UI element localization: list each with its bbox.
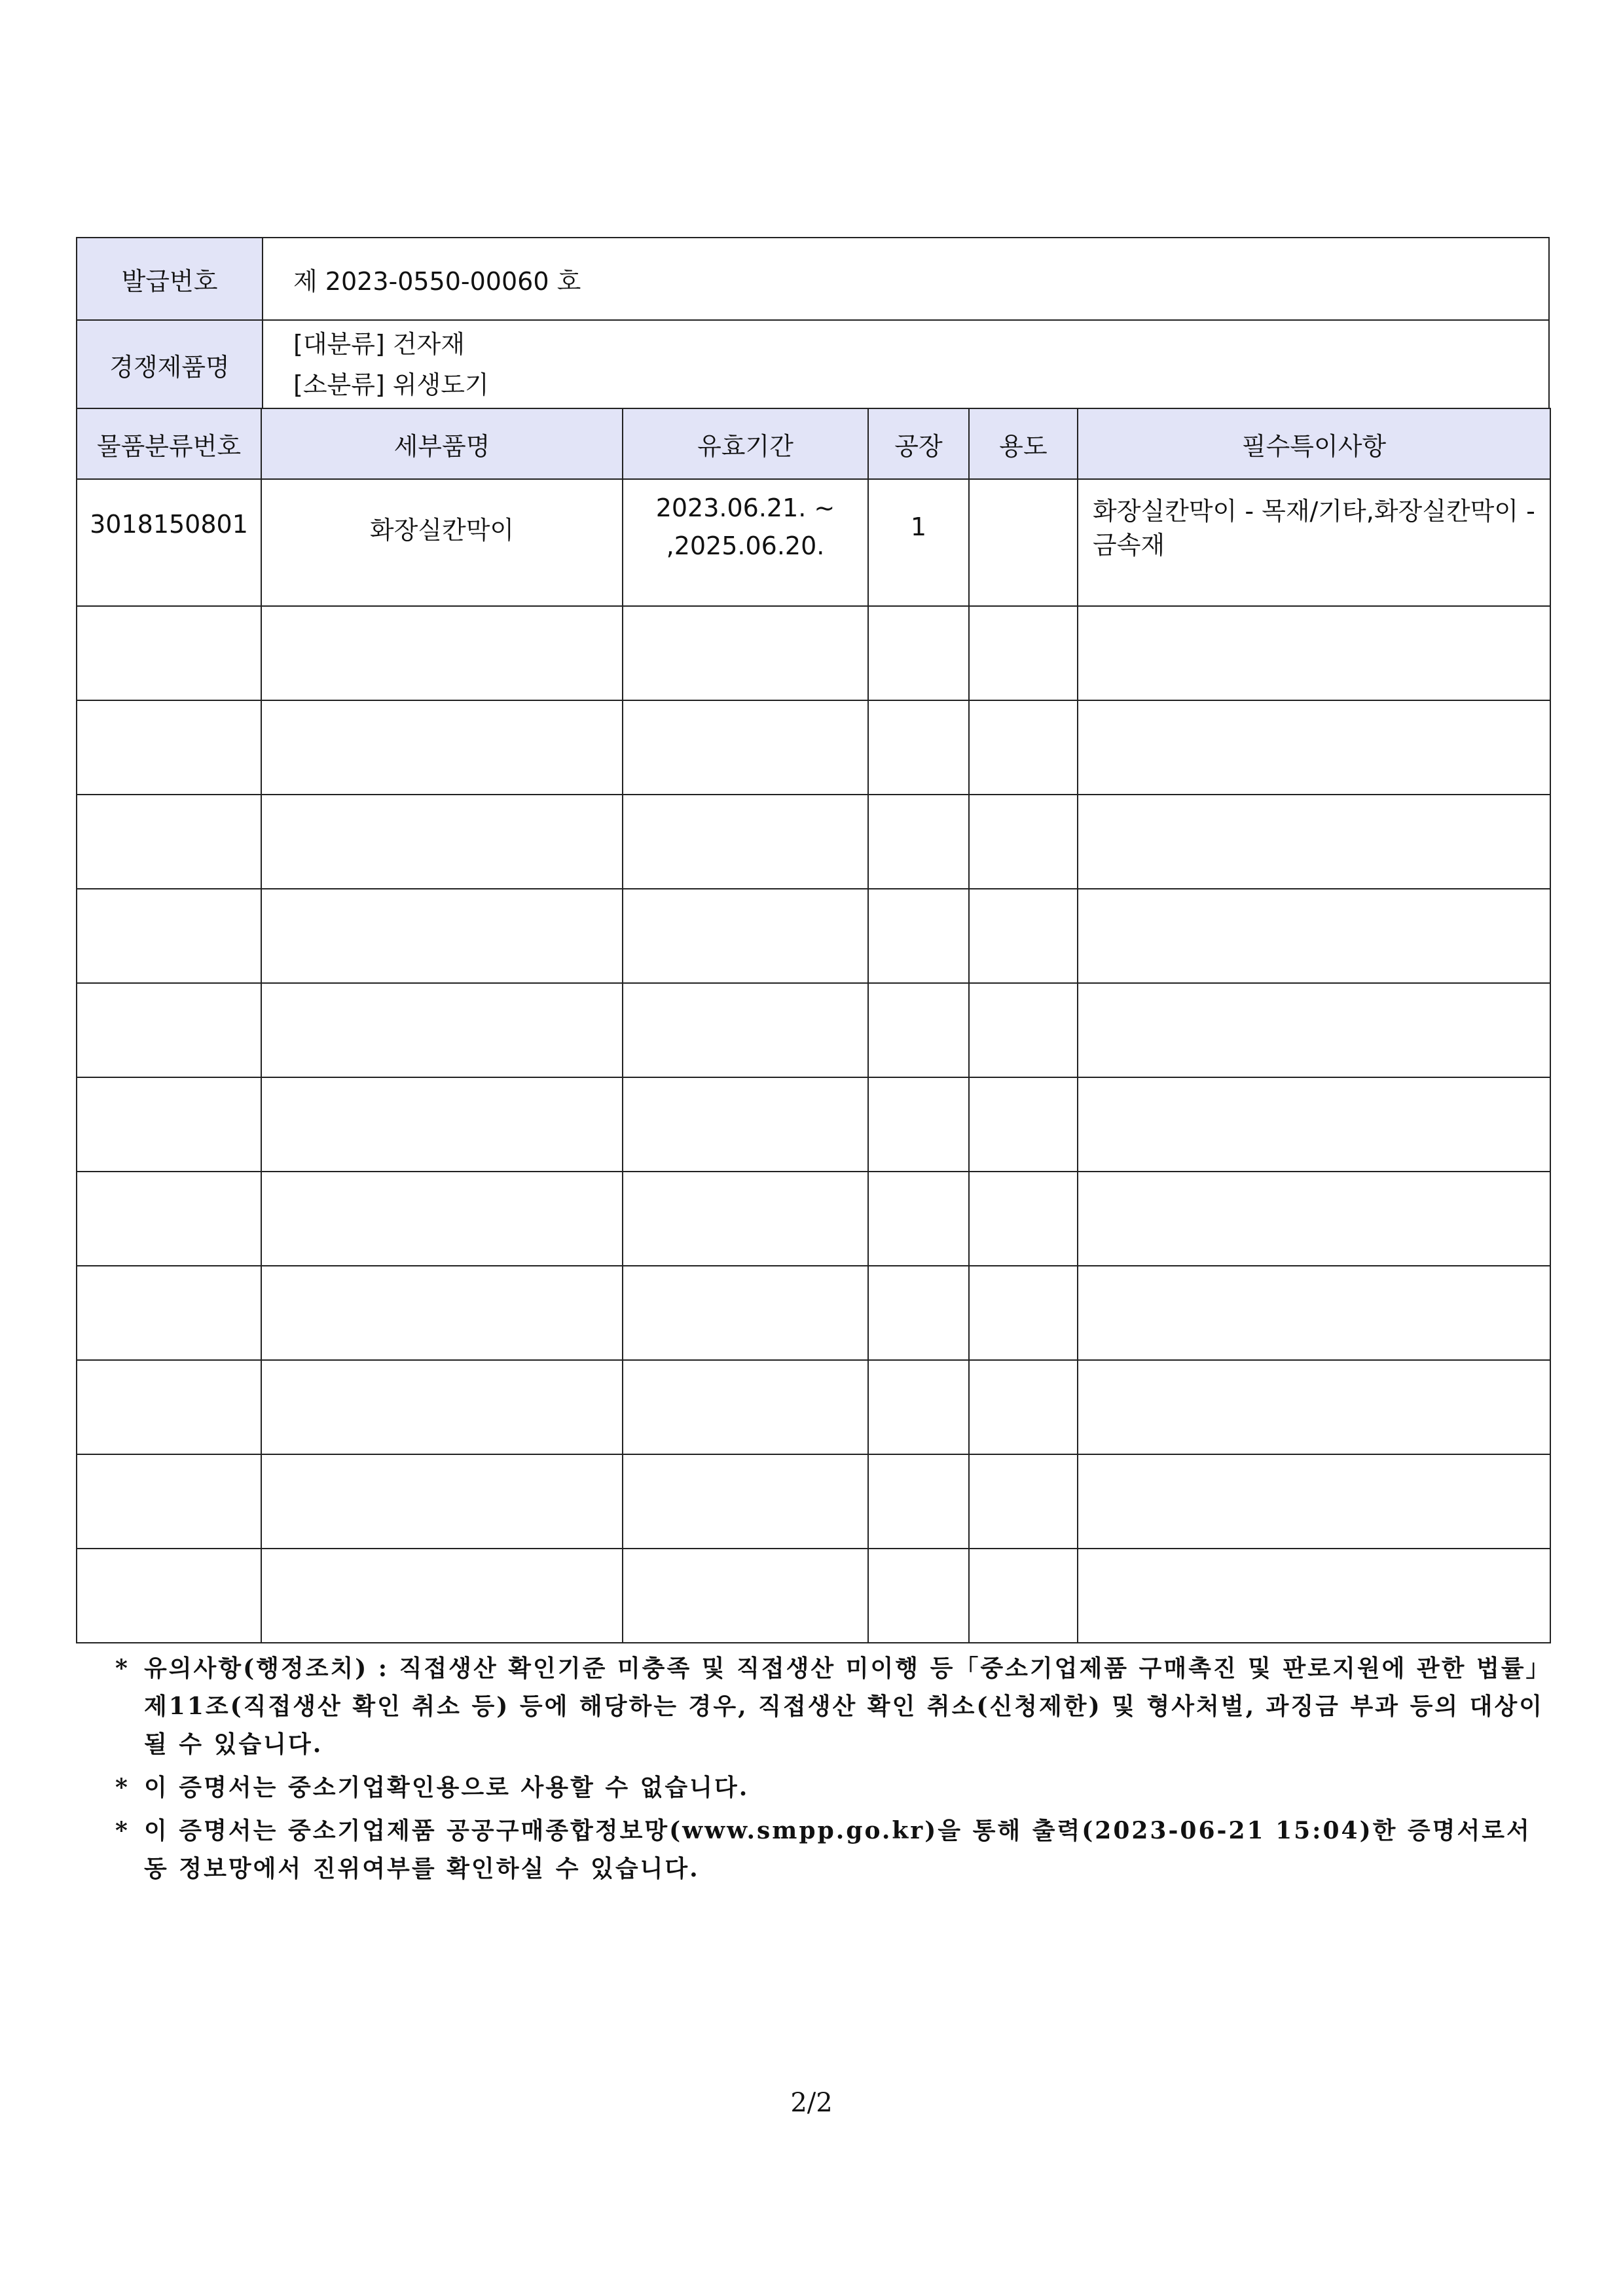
item-special-note: 화장실칸막이 - 목재/기타,화장실칸막이 - 금속재 [1078, 479, 1550, 606]
notice-mark: * [115, 1655, 130, 1682]
page-number: 2/2 [790, 2088, 833, 2118]
item-code [77, 606, 261, 700]
item-special-note [1078, 1549, 1550, 1643]
table-row [77, 1077, 1550, 1172]
item-period [623, 606, 868, 700]
issue-number-value: 제 2023-0550-00060 호 [263, 238, 1549, 320]
items-table [76, 408, 1551, 1643]
item-factory: 1 [868, 479, 969, 606]
item-special-note [1078, 1360, 1550, 1454]
notice-text: 이 증명서는 중소기업제품 공공구매종합정보망(www.smpp.go.kr)을 통해 출력(2023-06-21 15:04)한 증명서로서 동 정보망에서 진위여부를 확인하실 수 있습니다. [144, 1817, 1531, 1882]
item-code [77, 889, 261, 983]
item-special-note [1078, 606, 1550, 700]
item-period [623, 889, 868, 983]
item-period-start: 2023.06.21. ~ [655, 493, 835, 522]
item-name [261, 1266, 623, 1360]
item-name [261, 606, 623, 700]
item-usage [969, 983, 1078, 1077]
issue-info-table [76, 237, 1550, 410]
item-code [77, 1077, 261, 1172]
header-factory: 공장 [868, 408, 969, 479]
table-row [77, 889, 1550, 983]
item-name [261, 1172, 623, 1266]
item-code [77, 983, 261, 1077]
item-name [261, 1549, 623, 1643]
header-validity-period: 유효기간 [623, 408, 868, 479]
item-factory [868, 700, 969, 795]
item-period [623, 1077, 868, 1172]
item-factory [868, 606, 969, 700]
item-code: 3018150801 [77, 479, 261, 606]
notice-text: 이 증명서는 중소기업확인용으로 사용할 수 없습니다. [144, 1774, 750, 1801]
item-usage [969, 1077, 1078, 1172]
item-usage [969, 1549, 1078, 1643]
item-code [77, 1549, 261, 1643]
item-special-note [1078, 700, 1550, 795]
item-period [623, 795, 868, 889]
product-category-cell [263, 320, 1549, 409]
item-name [261, 1077, 623, 1172]
item-special-note [1078, 983, 1550, 1077]
item-code [77, 795, 261, 889]
item-name: 화장실칸막이 [261, 479, 623, 606]
table-row [77, 1454, 1550, 1549]
item-code [77, 1454, 261, 1549]
item-code [77, 700, 261, 795]
header-detail-name: 세부품명 [261, 408, 623, 479]
notice-mark: * [115, 1817, 130, 1844]
item-factory [868, 1172, 969, 1266]
table-row [77, 1172, 1550, 1266]
table-row [77, 1549, 1550, 1643]
item-name [261, 1454, 623, 1549]
category-major: [대분류] 건자재 [293, 330, 465, 359]
item-factory [868, 1266, 969, 1360]
header-usage: 용도 [969, 408, 1078, 479]
item-name [261, 889, 623, 983]
notice-usage-restriction [115, 1768, 1549, 1806]
item-usage [969, 1172, 1078, 1266]
item-usage [969, 1360, 1078, 1454]
item-name [261, 983, 623, 1077]
item-usage [969, 1454, 1078, 1549]
item-period [623, 1549, 868, 1643]
item-factory [868, 889, 969, 983]
table-row [77, 983, 1550, 1077]
item-usage [969, 1266, 1078, 1360]
item-usage [969, 606, 1078, 700]
item-period [623, 479, 868, 606]
table-row [77, 1360, 1550, 1454]
item-name [261, 795, 623, 889]
item-period [623, 1172, 868, 1266]
notices [115, 1649, 1549, 1893]
item-usage [969, 795, 1078, 889]
item-name [261, 700, 623, 795]
table-row [77, 606, 1550, 700]
issue-number-label: 발급번호 [77, 238, 263, 320]
item-usage [969, 479, 1078, 606]
table-row [77, 700, 1550, 795]
item-factory [868, 983, 969, 1077]
item-factory [868, 795, 969, 889]
header-classification-code: 물품분류번호 [77, 408, 261, 479]
notice-mark: * [115, 1774, 130, 1801]
item-factory [868, 1454, 969, 1549]
table-row [77, 479, 1550, 606]
item-code [77, 1360, 261, 1454]
item-period [623, 1454, 868, 1549]
item-special-note [1078, 1077, 1550, 1172]
table-row [77, 795, 1550, 889]
notice-verification [115, 1812, 1549, 1888]
items-header-row [77, 408, 1550, 479]
item-special-note [1078, 1266, 1550, 1360]
product-name-label: 경쟁제품명 [77, 320, 263, 409]
item-period [623, 1360, 868, 1454]
item-special-note [1078, 1172, 1550, 1266]
item-special-note [1078, 889, 1550, 983]
item-usage [969, 700, 1078, 795]
item-factory [868, 1549, 969, 1643]
item-factory [868, 1077, 969, 1172]
item-usage [969, 889, 1078, 983]
category-minor: [소분류] 위생도기 [293, 370, 489, 399]
item-period [623, 700, 868, 795]
item-special-note [1078, 1454, 1550, 1549]
item-period-end: ,2025.06.20. [666, 531, 825, 560]
item-code [77, 1266, 261, 1360]
notice-text: 유의사항(행정조치) : 직접생산 확인기준 미충족 및 직접생산 미이행 등「중소기업제품 구매촉진 및 판로지원에 관한 법률」제11조(직접생산 확인 취소 등) 등에 해당하는 경우, 직접생산 확인 취소(신청제한) 및 형사처벌, 과징금 부과 등의 대상이 될 수 있습니다. [144, 1655, 1544, 1758]
table-row [77, 1266, 1550, 1360]
item-period [623, 983, 868, 1077]
header-special-notes: 필수특이사항 [1078, 408, 1550, 479]
item-name [261, 1360, 623, 1454]
item-special-note [1078, 795, 1550, 889]
item-factory [868, 1360, 969, 1454]
item-period [623, 1266, 868, 1360]
notice-administrative [115, 1649, 1549, 1763]
item-code [77, 1172, 261, 1266]
